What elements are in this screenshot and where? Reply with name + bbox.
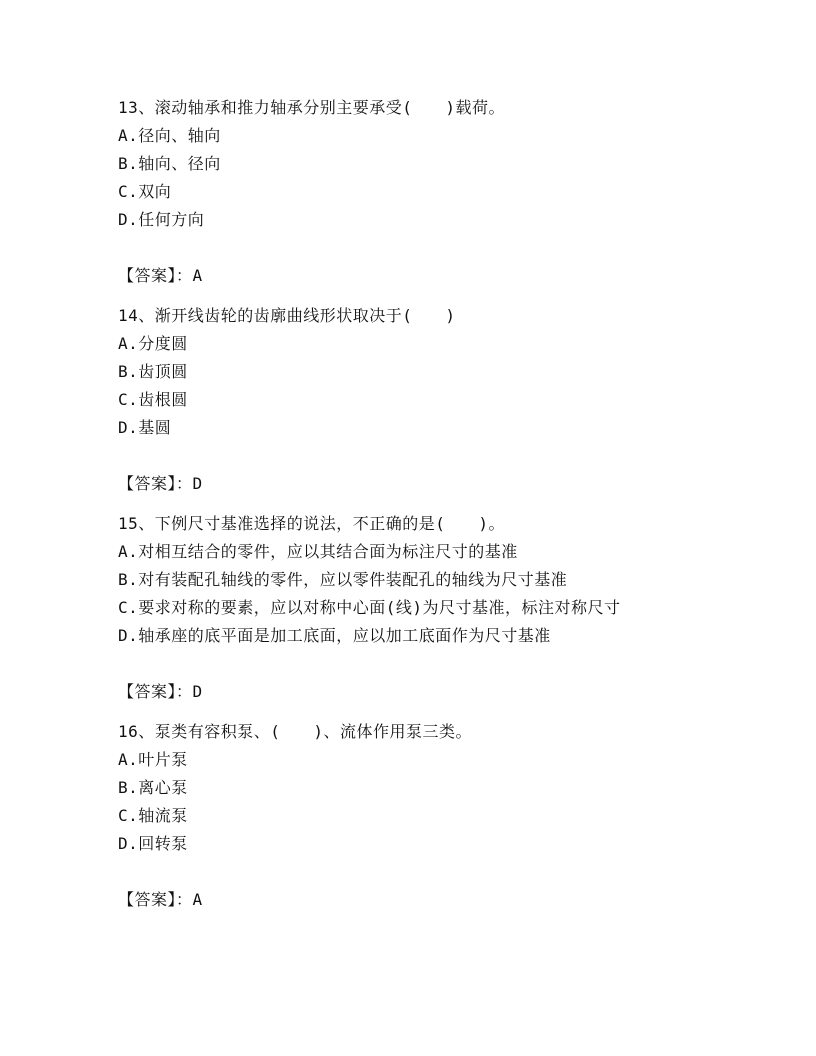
question-stem: 16、泵类有容积泵、( )、流体作用泵三类。 bbox=[118, 722, 473, 741]
option-b: B.对有装配孔轴线的零件，应以零件装配孔的轴线为尺寸基准 bbox=[118, 570, 568, 589]
question-15 bbox=[118, 510, 778, 706]
option-c: C.轴流泵 bbox=[118, 806, 188, 825]
option-b: B.离心泵 bbox=[118, 778, 188, 797]
question-stem: 14、渐开线齿轮的齿廓曲线形状取决于( ) bbox=[118, 306, 456, 325]
answer-line: 【答案】：D bbox=[118, 474, 203, 493]
answer-line: 【答案】：A bbox=[118, 266, 203, 285]
question-stem: 15、下例尺寸基准选择的说法，不正确的是( )。 bbox=[118, 514, 506, 533]
option-d: D.任何方向 bbox=[118, 210, 205, 229]
answer-line: 【答案】：D bbox=[118, 682, 203, 701]
question-16 bbox=[118, 718, 778, 914]
question-stem: 13、滚动轴承和推力轴承分别主要承受( )载荷。 bbox=[118, 98, 506, 117]
option-a: A.径向、轴向 bbox=[118, 126, 221, 145]
option-d: D.基圆 bbox=[118, 418, 172, 437]
question-14 bbox=[118, 302, 778, 498]
answer-line: 【答案】：A bbox=[118, 890, 203, 909]
question-13 bbox=[118, 94, 778, 290]
option-b: B.齿顶圆 bbox=[118, 362, 188, 381]
option-a: A.对相互结合的零件，应以其结合面为标注尺寸的基准 bbox=[118, 542, 518, 561]
option-d: D.回转泵 bbox=[118, 834, 188, 853]
option-c: C.齿根圆 bbox=[118, 390, 188, 409]
option-b: B.轴向、径向 bbox=[118, 154, 221, 173]
option-a: A.叶片泵 bbox=[118, 750, 188, 769]
option-c: C.要求对称的要素，应以对称中心面(线)为尺寸基准，标注对称尺寸 bbox=[118, 598, 621, 617]
option-d: D.轴承座的底平面是加工底面，应以加工底面作为尺寸基准 bbox=[118, 626, 551, 645]
option-a: A.分度圆 bbox=[118, 334, 188, 353]
option-c: C.双向 bbox=[118, 182, 172, 201]
